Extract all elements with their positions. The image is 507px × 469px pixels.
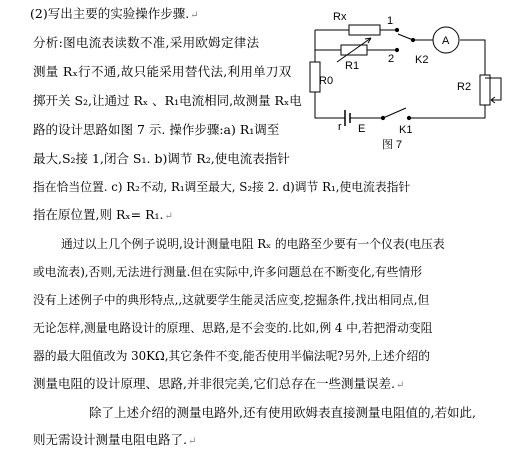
pos1-label: 1 (387, 15, 394, 27)
text-line: 指在原位置,则 Rₓ= R₁.↵ (33, 207, 173, 222)
battery (345, 110, 350, 126)
k2-label: K2 (415, 54, 429, 66)
k1-contact-b (407, 116, 410, 119)
k2-contact-1 (395, 28, 398, 31)
k2-contact-2 (395, 48, 398, 51)
text-line: 器的最大阻值改为 30KΩ,其它条件不变,能否使用半偏法呢?另外,上述介绍的 (33, 349, 431, 363)
ammeter-label: A (442, 35, 450, 47)
rx-resistor (349, 25, 380, 35)
text-line: 测量电阻的设计原理、思路,并非很完美,它们总存在一些测量误差.↵ (33, 376, 405, 391)
r1-arrow (337, 38, 371, 62)
r1-label: R1 (345, 60, 360, 72)
e-label: E (358, 123, 366, 135)
text-line: 通过以上几个例子说明,设计测量电阻 Rₓ 的电路至少要有一个仪表(电压表 (61, 237, 445, 251)
text-line: 或电流表),否则,无法进行测量.但在实际中,许多问题总在不断变化,有些情形 (33, 265, 423, 279)
text-line: 路的设计思路如图 7 示. 操作步骤:a) R₁调至 (33, 122, 280, 137)
r-label: r (338, 121, 342, 133)
wire-r1-branch (315, 30, 341, 50)
text-line: 无论怎样,测量电路设计的原理、思路,是不会变的.比如,例 4 中,若把滑动变阻 (33, 321, 433, 335)
figure-caption: 图 7 (382, 139, 403, 151)
text-line: 最大,S₂接 1,闭合 S₁. b)调节 R₂,使电流表指针 (33, 151, 290, 166)
k2-blade (398, 34, 413, 40)
rx-label: Rx (333, 11, 347, 23)
text-line: 测量 Rₓ行不通,故只能采用替代法,利用单刀双 (33, 64, 292, 79)
r2-label: R2 (457, 81, 472, 93)
text-line: 没有上述例子中的典形特点,,这就要学生能灵活应变,挖掘条件,找出相同点,但 (33, 293, 430, 307)
pos2-label: 2 (388, 53, 395, 65)
k1-blade (383, 108, 406, 118)
text-line: 除了上述介绍的测量电路外,还有使用欧姆表直接测量电阻值的,若如此, (89, 405, 476, 420)
r0-label: R0 (319, 75, 334, 87)
text-line: 掷开关 S₂,让通过 Rₓ 、R₁电流相同,故测量 Rₓ电 (33, 93, 302, 108)
k1-label: K1 (399, 124, 413, 136)
text-line: 指在恰当位置. c) R₂不动, R₁调至最大, S₂接 2. d)调节 R₁,使电流表指针 (33, 180, 411, 194)
text-line: 则无需设计测量电阻电路了.↵ (33, 432, 197, 447)
text-line: 分析:图电流表读数不准,采用欧姆定律法 (33, 35, 260, 50)
r2-resistor (480, 75, 490, 105)
text-line: (2)写出主要的实验操作步骤.↵ (30, 6, 199, 21)
circuit-diagram (305, 0, 507, 160)
